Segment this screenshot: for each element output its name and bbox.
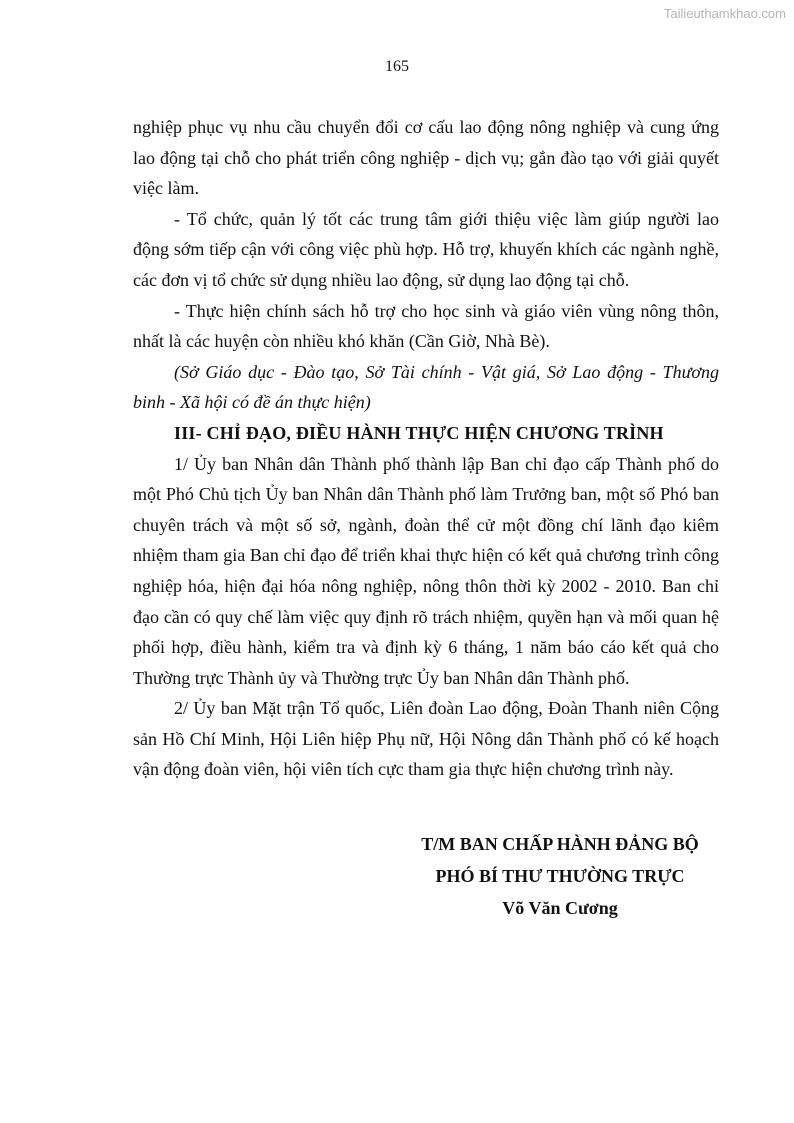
paragraph-continuation: nghiệp phục vụ nhu cầu chuyển đổi cơ cấu lao động nông nghiệp và cung ứng lao động tại chỗ cho phát triển công nghiệp - dịch vụ; gắn đào tạo với giải quyết việc làm. xyxy=(133,117,719,199)
paragraph-steering-committee: 1/ Ủy ban Nhân dân Thành phố thành lập Ban chỉ đạo cấp Thành phố do một Phó Chủ tịch Ủy ban Nhân dân Thành phố làm Trưởng ban, một số Phó ban chuyên trách và một số sở, ngành, đoàn thể cử một đồng chí lãnh đạo kiêm nhiệm tham gia Ban chỉ đạo để triển khai thực hiện có kết quả chương trình công nghiệp hóa, hiện đại hóa nông nghiệp, nông thôn thời kỳ 2002 - 2010. Ban chỉ đạo cần có quy chế làm việc quy định rõ trách nhiệm, quyền hạn và mối quan hệ phối hợp, điều hành, kiểm tra và định kỳ 6 tháng, 1 năm báo cáo kết quả cho Thường trực Thành ủy và Thường trực Ủy ban Nhân dân Thành phố. xyxy=(133,453,719,688)
signature-title: T/M BAN CHẤP HÀNH ĐẢNG BỘ xyxy=(421,834,699,854)
signatory-name: Võ Văn Cương xyxy=(502,898,618,918)
signature-block xyxy=(380,828,740,924)
watermark: Tailieuthamkhao.com xyxy=(663,6,786,21)
paragraph-support-policy: - Thực hiện chính sách hỗ trợ cho học sinh và giáo viên vùng nông thôn, nhất là các huyện còn nhiều khó khăn (Cần Giờ, Nhà Bè). xyxy=(133,300,719,352)
section-heading: III- CHỈ ĐẠO, ĐIỀU HÀNH THỰC HIỆN CHƯƠNG TRÌNH xyxy=(174,422,664,443)
paragraph-employment-centers: - Tổ chức, quản lý tốt các trung tâm giới thiệu việc làm giúp người lao động sớm tiếp cận với công việc phù hợp. Hỗ trợ, khuyến khích các ngành nghề, các đơn vị tổ chức sử dụng nhiều lao động, sử dụng lao động tại chỗ. xyxy=(133,208,719,290)
paragraph-responsible-agencies: (Sở Giáo dục - Đào tạo, Sở Tài chính - Vật giá, Sở Lao động - Thương binh - Xã hội có đề án thực hiện) xyxy=(133,361,719,413)
signature-position: PHÓ BÍ THƯ THƯỜNG TRỰC xyxy=(435,866,685,886)
paragraph-mass-organizations: 2/ Ủy ban Mặt trận Tổ quốc, Liên đoàn Lao động, Đoàn Thanh niên Cộng sản Hồ Chí Minh, Hội Liên hiệp Phụ nữ, Hội Nông dân Thành phố có kế hoạch vận động đoàn viên, hội viên tích cực tham gia thực hiện chương trình này. xyxy=(133,698,719,780)
document-body xyxy=(133,112,719,785)
page-number: 165 xyxy=(385,58,409,75)
